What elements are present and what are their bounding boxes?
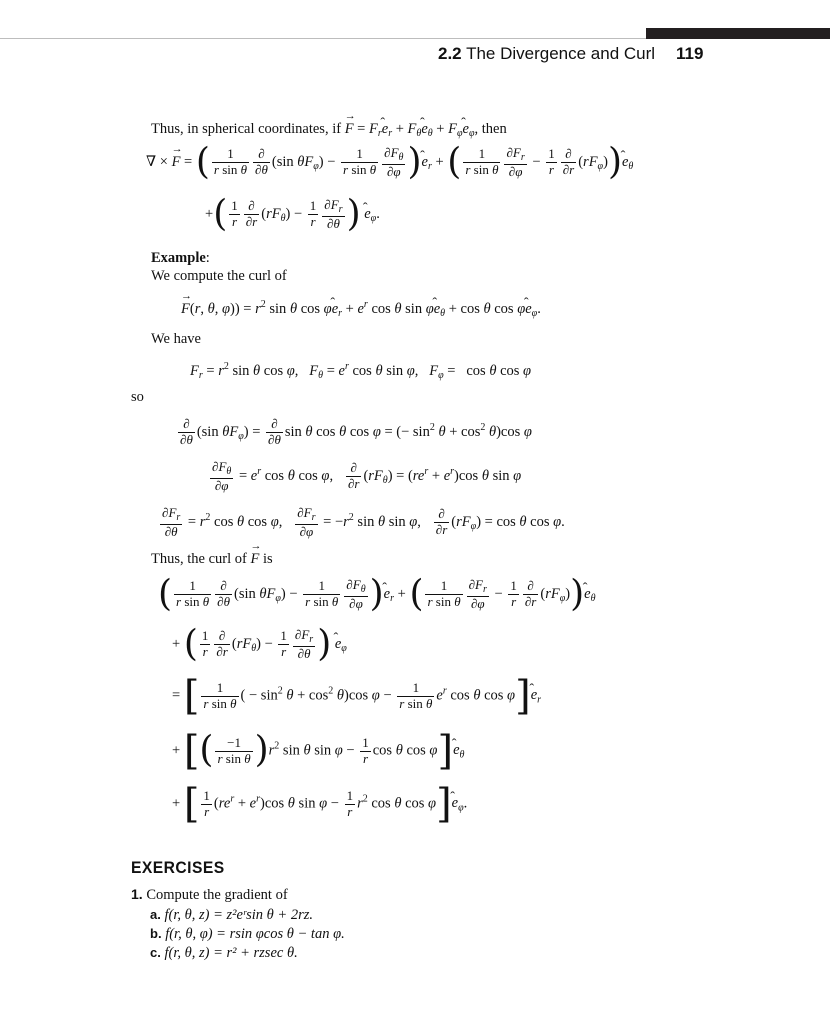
derivative-line-3: $\frac{\partial F_r}{\partial\theta}$ = $r^2$ cos θ cos φ, $\frac{\partial F_r}{\partial\varphi}$ = $-r^2$ sin θ sin φ, $\frac{\partial}{\partial r}$ $(rF_\varphi) = \cos \theta$ cos φ.	[162, 505, 565, 539]
derivative-line-2: $\frac{\partial F_\theta}{\partial\varphi}$ = $e^r$ cos θ cos φ, $\frac{\partial}{\partial r}$ $(rF_\theta) = (re^r + e^r)\cos$ θ sin φ	[212, 459, 522, 493]
page-number: 119	[676, 44, 704, 63]
section-number: 2.2	[438, 44, 462, 63]
intro-line: Thus, in spherical coordinates, if → $F = F_r̂$ $e_r$ + $F_\thetâ$ $e_\theta$ + $F_\varphî$ $e_\varphi$, then	[151, 121, 507, 140]
exercise-1	[131, 886, 288, 904]
exercise-part-c: c. f(r, θ, z) = r² + rzsec θ.	[150, 945, 298, 961]
curl-intro-line: Thus, the curl of → F is	[151, 551, 273, 568]
header-bar	[646, 28, 830, 39]
curl-formula-line-2: +( $\frac{1}{r}$ $\frac{\partial}{\partial r}$ $(rF_\theta)$ − $\frac{1}{r}$ $\frac{\partial F_r}{\partial\theta}$ ) ̂ $e_\varphi$.	[205, 198, 380, 231]
derivative-line-1: $\frac{\partial}{\partial\theta}$ (sin $\theta F_\varphi$) = $\frac{\partial}{\partial\theta}$ sin θ cos θ cos φ = (− $\sin^2 \theta + \cos^2 \theta)\cos$ φ	[180, 416, 532, 447]
result-line-4: + [( $\frac{-1}{\text{r sin θ}}$ )$r^2$ sin θ sin φ − $\frac{1}{r}$ cos θ cos φ]̂ $e_\theta$	[172, 735, 464, 767]
section-title: The Divergence and Curl	[466, 44, 656, 63]
so-word: so	[131, 389, 144, 405]
exercise-number: 1.	[131, 886, 143, 902]
result-line-5: + [ $\frac{1}{r}$ $(re^r + e^r)\cos$ θ sin φ − $\frac{1}{r}$ $r^2$ cos θ cos φ]̂ $e_\varphi$.	[172, 788, 467, 820]
components-line: $F_r = r^2$ sin θ cos φ, $F_\theta = e^r$ cos θ sin φ, $F_\varphi = \cos \theta$ cos φ	[190, 361, 532, 381]
running-header	[438, 44, 708, 64]
exercise-prompt: Compute the gradient of	[146, 887, 288, 903]
example-heading: Example:	[151, 250, 210, 266]
result-line-2: + ( $\frac{1}{r}$ $\frac{\partial}{\partial r}$ $(rF_\theta)$ − $\frac{1}{r}$ $\frac{\partial F_r}{\partial\theta}$ ) ̂ $e_\varphi$	[172, 628, 347, 661]
intro-text: Thus, in spherical coordinates, if	[151, 121, 342, 137]
result-line-1: ( $\frac{1}{\text{r sin θ}}$ $\frac{\partial}{\partial\theta}$ (sin $\theta F_\varphi$) − $\frac{1}{\text{r sin θ}}$ $\frac{\partial F_\theta}{\partial\varphi}$ )̂ $e_r$ + ( $\frac{1}{\text{r sin θ}}$ $\frac{\partial F_r}{\partial\varphi}$ − $\frac{1}{r}$ $\frac{\partial}{\partial r}$ $(rF_\varphi))̂$ $e_\theta$	[158, 578, 595, 611]
we-have: We have	[151, 331, 201, 347]
result-line-3: = [ $\frac{1}{\text{r sin θ}}$ ( − $\sin^2 \theta + \cos^2 \theta)\cos$ φ − $\frac{1}{\text{r sin θ}}$ $e^r$ cos θ cos φ]̂ $e_r$	[172, 680, 541, 712]
exercise-part-b: b. f(r, θ, φ) = rsin φcos θ − tan φ.	[150, 926, 345, 942]
exercises-heading: EXERCISES	[131, 858, 225, 877]
example-sentence: We compute the curl of	[151, 268, 287, 284]
intro-then: then	[481, 121, 507, 137]
example-field: → F(r, θ, $\varphi)) = r^2$ sin θ cos φ̂ $e_r + e^r$ cos θ sin φ̂ $e_\theta + \cos \theta$ cos φ̂ $e_\varphi$.	[181, 300, 541, 319]
header-rule	[0, 38, 646, 39]
curl-formula-line-1: ∇ × → F = ( $\frac{1}{\text{r sin θ}}$ $\frac{\partial}{\partial\theta}$ (sin $\theta F_\varphi$) − $\frac{1}{\text{r sin θ}}$ $\frac{\partial F_\theta}{\partial\varphi}$ )̂ $e_r$ + ( $\frac{1}{\text{r sin θ}}$ $\frac{\partial F_r}{\partial\varphi}$ − $\frac{1}{r}$ $\frac{\partial}{\partial r}$ $(rF_\varphi))̂$ $e_\theta$	[146, 146, 633, 179]
exercise-part-a: a. f(r, θ, z) = z²eʳsin θ + 2rz.	[150, 907, 314, 923]
